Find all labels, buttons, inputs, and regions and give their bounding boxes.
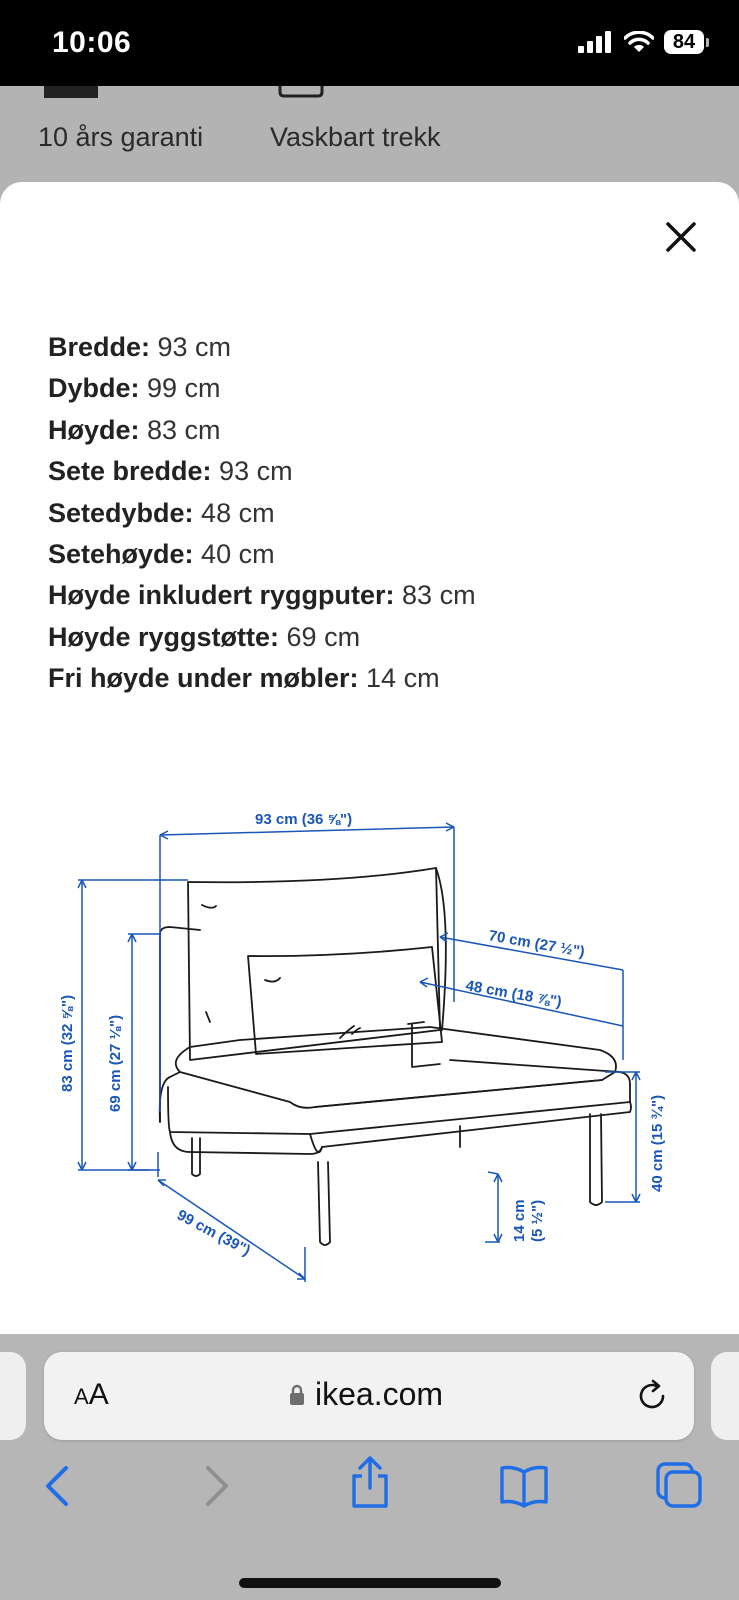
spec-height: Høyde: 83 cm — [48, 414, 221, 445]
armchair-drawing — [160, 868, 631, 1245]
cellular-signal-icon — [578, 31, 614, 53]
spec-seat-depth: Setedybde: 48 cm — [48, 497, 275, 528]
close-icon[interactable] — [664, 220, 698, 254]
dimension-labels — [59, 811, 666, 1259]
tabs-icon[interactable] — [654, 1460, 704, 1510]
spec-width: Bredde: 93 cm — [48, 332, 232, 362]
browser-chrome — [0, 1334, 739, 1600]
url-display[interactable] — [289, 1376, 443, 1413]
battery-indicator — [664, 30, 709, 54]
dimensions-sheet — [0, 182, 739, 1342]
spec-seat-width: Sete bredde: 93 cm — [48, 456, 293, 487]
wifi-icon — [624, 31, 654, 53]
seat-depth-label: 48 cm (18 ⅞") — [464, 977, 563, 1011]
status-icons — [578, 30, 709, 54]
washable-label: Vaskbart trekk — [270, 122, 441, 152]
share-icon[interactable] — [348, 1454, 392, 1510]
clearance-label: 14 cm — [511, 1199, 528, 1242]
spec-backrest-height: Høyde ryggstøtte: 69 cm — [48, 621, 361, 652]
warranty-icon — [44, 86, 98, 98]
height-label: 83 cm (32 ⅝") — [59, 994, 76, 1092]
back-height-label: 69 cm (27 ⅛") — [107, 1014, 124, 1112]
bookmarks-icon[interactable] — [498, 1464, 550, 1508]
seat-height-label: 40 cm (15 ¾") — [649, 1094, 666, 1192]
spec-list — [48, 327, 476, 700]
back-icon[interactable] — [40, 1464, 76, 1508]
reader-settings-button[interactable]: AA — [74, 1378, 109, 1411]
total-depth-label: 70 cm (27 ½") — [487, 927, 586, 961]
battery-level: 84 — [664, 30, 704, 54]
dimension-diagram — [40, 802, 700, 1302]
status-time: 10:06 — [52, 26, 132, 59]
spec-height-with-cushions: Høyde inkludert ryggputer: 83 cm — [48, 580, 476, 611]
dimension-lines — [78, 823, 640, 1282]
url-text: ikea.com — [315, 1376, 444, 1412]
reload-icon[interactable] — [634, 1378, 670, 1414]
lock-icon — [289, 1384, 305, 1406]
forward-icon[interactable] — [198, 1464, 234, 1508]
address-bar[interactable] — [44, 1352, 694, 1440]
background-page — [0, 86, 739, 186]
width-label: 93 cm (36 ⅝") — [255, 811, 353, 828]
spec-clearance: Fri høyde under møbler: 14 cm — [48, 663, 440, 694]
next-tab-preview[interactable] — [711, 1352, 739, 1440]
status-bar — [0, 0, 739, 86]
spec-depth: Dybde: 99 cm — [48, 373, 221, 404]
previous-tab-preview[interactable] — [0, 1352, 26, 1440]
warranty-label: 10 års garanti — [38, 122, 204, 152]
spec-seat-height: Setehøyde: 40 cm — [48, 539, 275, 570]
battery-tip — [706, 38, 709, 47]
clearance-label-inch: (5 ½") — [529, 1199, 546, 1242]
depth-label: 99 cm (39") — [174, 1206, 254, 1260]
washable-icon — [278, 86, 324, 98]
home-indicator — [239, 1578, 501, 1588]
